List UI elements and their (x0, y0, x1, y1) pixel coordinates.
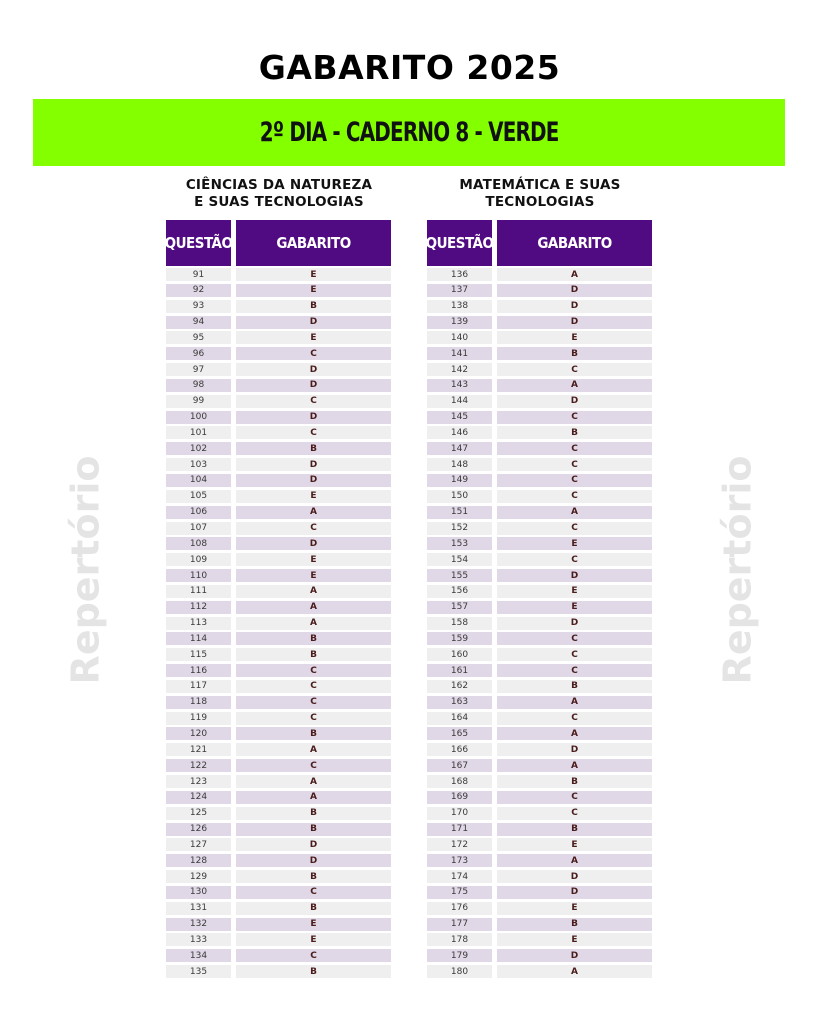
question-number: 137 (427, 284, 492, 297)
answer-letter: C (497, 411, 652, 424)
answer-letter: B (497, 426, 652, 439)
table-row (166, 490, 391, 503)
answer-letter: C (497, 474, 652, 487)
table-row (427, 648, 652, 661)
table-row (166, 553, 391, 566)
table-row (427, 632, 652, 645)
table-header (427, 220, 652, 266)
answer-letter: C (497, 458, 652, 471)
answer-table-natureza (166, 220, 391, 981)
answer-letter: C (497, 442, 652, 455)
answer-letter: B (236, 870, 391, 883)
question-number: 147 (427, 442, 492, 455)
table-row (166, 458, 391, 471)
table-row (166, 949, 391, 962)
question-number: 158 (427, 617, 492, 630)
answer-letter: A (497, 506, 652, 519)
question-number: 178 (427, 933, 492, 946)
section-title-line2: TECNOLOGIAS (485, 194, 595, 210)
table-row (166, 680, 391, 693)
section-title-line1: MATEMÁTICA E SUAS (459, 177, 621, 193)
table-row (166, 838, 391, 851)
answer-letter: D (236, 379, 391, 392)
table-row (427, 268, 652, 281)
answer-letter: D (236, 316, 391, 329)
table-row (427, 775, 652, 788)
table-row (427, 712, 652, 725)
answer-letter: B (497, 775, 652, 788)
table-row (427, 759, 652, 772)
question-number: 117 (166, 680, 231, 693)
question-number: 162 (427, 680, 492, 693)
question-number: 127 (166, 838, 231, 851)
day-banner (33, 99, 785, 166)
question-number: 150 (427, 490, 492, 503)
answer-letter: C (236, 347, 391, 360)
question-number: 129 (166, 870, 231, 883)
question-number: 103 (166, 458, 231, 471)
question-number: 165 (427, 727, 492, 740)
watermark-left: Repertório (63, 455, 108, 685)
question-number: 149 (427, 474, 492, 487)
table-row (166, 506, 391, 519)
table-row (427, 886, 652, 899)
question-number: 124 (166, 791, 231, 804)
table-row (166, 696, 391, 709)
table-row (427, 823, 652, 836)
section-title-matematica (427, 177, 653, 211)
table-row (427, 442, 652, 455)
question-number: 135 (166, 965, 231, 978)
table-row (427, 664, 652, 677)
question-number: 169 (427, 791, 492, 804)
question-number: 171 (427, 823, 492, 836)
section-title-line1: CIÊNCIAS DA NATUREZA (185, 177, 373, 193)
answer-letter: D (236, 458, 391, 471)
question-number: 112 (166, 601, 231, 614)
section-title-line2: E SUAS TECNOLOGIAS (194, 194, 364, 210)
table-row (166, 585, 391, 598)
question-number: 120 (166, 727, 231, 740)
answer-letter: D (497, 395, 652, 408)
table-row (166, 331, 391, 344)
question-number: 164 (427, 712, 492, 725)
question-number: 99 (166, 395, 231, 408)
table-row (166, 807, 391, 820)
question-number: 116 (166, 664, 231, 677)
answer-letter: E (497, 933, 652, 946)
answer-letter: B (236, 902, 391, 915)
question-number: 173 (427, 854, 492, 867)
table-row (427, 316, 652, 329)
table-row (427, 585, 652, 598)
table-row (427, 791, 652, 804)
answer-letter: C (236, 949, 391, 962)
table-row (166, 601, 391, 614)
table-row (427, 363, 652, 376)
answer-letter: C (497, 553, 652, 566)
answer-letter: A (497, 696, 652, 709)
table-row (427, 537, 652, 550)
table-row (166, 823, 391, 836)
table-row (427, 284, 652, 297)
table-row (166, 395, 391, 408)
answer-letter: D (497, 617, 652, 630)
answer-letter: E (236, 553, 391, 566)
question-number: 94 (166, 316, 231, 329)
page-title: GABARITO 2025 (258, 48, 561, 87)
answer-letter: E (497, 902, 652, 915)
answer-letter: A (497, 854, 652, 867)
question-number: 96 (166, 347, 231, 360)
table-row (166, 268, 391, 281)
answer-letter: A (497, 965, 652, 978)
answer-letter: C (497, 490, 652, 503)
table-row (166, 648, 391, 661)
table-row (427, 522, 652, 535)
table-row (427, 553, 652, 566)
answer-letter: C (497, 632, 652, 645)
question-number: 106 (166, 506, 231, 519)
table-row (166, 965, 391, 978)
question-number: 136 (427, 268, 492, 281)
table-body (166, 268, 391, 978)
table-row (166, 902, 391, 915)
question-number: 98 (166, 379, 231, 392)
question-number: 110 (166, 569, 231, 582)
table-row (427, 870, 652, 883)
question-number: 114 (166, 632, 231, 645)
table-row (166, 791, 391, 804)
answer-letter: A (236, 585, 391, 598)
table-row (166, 347, 391, 360)
answer-letter: C (236, 522, 391, 535)
question-number: 151 (427, 506, 492, 519)
answer-letter: E (236, 284, 391, 297)
answer-letter: D (236, 363, 391, 376)
question-number: 119 (166, 712, 231, 725)
answer-letter: D (497, 300, 652, 313)
answer-letter: E (236, 918, 391, 931)
table-row (166, 632, 391, 645)
table-row (166, 617, 391, 630)
answer-letter: D (497, 870, 652, 883)
answer-letter: B (236, 727, 391, 740)
table-row (166, 870, 391, 883)
answer-letter: C (236, 664, 391, 677)
answer-letter: C (497, 664, 652, 677)
table-row (166, 886, 391, 899)
watermark-right: Repertório (715, 455, 760, 685)
question-number: 126 (166, 823, 231, 836)
question-number: 142 (427, 363, 492, 376)
question-number: 168 (427, 775, 492, 788)
table-row (427, 569, 652, 582)
answer-letter: C (497, 522, 652, 535)
question-number: 143 (427, 379, 492, 392)
table-row (166, 743, 391, 756)
question-number: 125 (166, 807, 231, 820)
question-number: 166 (427, 743, 492, 756)
answer-letter: C (236, 886, 391, 899)
answer-letter: B (497, 823, 652, 836)
table-row (427, 474, 652, 487)
table-row (166, 918, 391, 931)
table-row (427, 379, 652, 392)
table-row (427, 300, 652, 313)
question-number: 159 (427, 632, 492, 645)
table-row (166, 426, 391, 439)
answer-letter: B (236, 442, 391, 455)
question-number: 121 (166, 743, 231, 756)
question-number: 111 (166, 585, 231, 598)
answer-letter: E (497, 601, 652, 614)
table-row (166, 474, 391, 487)
question-number: 105 (166, 490, 231, 503)
table-row (427, 743, 652, 756)
question-number: 104 (166, 474, 231, 487)
answer-letter: B (236, 632, 391, 645)
question-number: 160 (427, 648, 492, 661)
question-number: 148 (427, 458, 492, 471)
question-number: 128 (166, 854, 231, 867)
answer-letter: A (497, 727, 652, 740)
question-number: 115 (166, 648, 231, 661)
question-number: 91 (166, 268, 231, 281)
section-title-natureza (166, 177, 392, 211)
table-row (166, 300, 391, 313)
table-row (166, 316, 391, 329)
table-row (427, 902, 652, 915)
question-number: 156 (427, 585, 492, 598)
answer-letter: B (497, 918, 652, 931)
answer-letter: D (236, 537, 391, 550)
answer-letter: B (236, 648, 391, 661)
question-number: 146 (427, 426, 492, 439)
table-row (427, 965, 652, 978)
answer-letter: D (497, 743, 652, 756)
column-header-question: QUESTÃO (427, 220, 492, 266)
answer-letter: A (236, 743, 391, 756)
table-row (427, 854, 652, 867)
answer-letter: E (497, 537, 652, 550)
question-number: 180 (427, 965, 492, 978)
question-number: 172 (427, 838, 492, 851)
table-row (166, 854, 391, 867)
table-row (427, 933, 652, 946)
answer-letter: C (236, 395, 391, 408)
question-number: 155 (427, 569, 492, 582)
table-row (427, 617, 652, 630)
question-number: 123 (166, 775, 231, 788)
question-number: 100 (166, 411, 231, 424)
answer-letter: D (236, 474, 391, 487)
answer-letter: D (236, 838, 391, 851)
question-number: 145 (427, 411, 492, 424)
answer-letter: A (236, 617, 391, 630)
question-number: 175 (427, 886, 492, 899)
question-number: 138 (427, 300, 492, 313)
answer-letter: D (497, 569, 652, 582)
table-row (166, 775, 391, 788)
banner-label: 2º DIA - CADERNO 8 - VERDE (259, 117, 559, 148)
question-number: 161 (427, 664, 492, 677)
table-row (166, 933, 391, 946)
question-number: 95 (166, 331, 231, 344)
table-row (427, 490, 652, 503)
answer-letter: D (497, 284, 652, 297)
answer-letter: A (236, 506, 391, 519)
table-row (427, 680, 652, 693)
table-body (427, 268, 652, 978)
table-row (166, 537, 391, 550)
table-row (166, 379, 391, 392)
answer-letter: A (497, 379, 652, 392)
table-row (166, 712, 391, 725)
question-number: 154 (427, 553, 492, 566)
question-number: 152 (427, 522, 492, 535)
answer-letter: D (236, 411, 391, 424)
answer-letter: C (497, 648, 652, 661)
answer-letter: C (497, 791, 652, 804)
answer-letter: B (236, 965, 391, 978)
table-row (427, 807, 652, 820)
table-row (427, 949, 652, 962)
question-number: 109 (166, 553, 231, 566)
column-header-answer: GABARITO (497, 220, 652, 266)
answer-table-matematica (427, 220, 652, 981)
question-number: 101 (166, 426, 231, 439)
question-number: 130 (166, 886, 231, 899)
question-number: 167 (427, 759, 492, 772)
question-number: 118 (166, 696, 231, 709)
answer-letter: D (497, 949, 652, 962)
table-row (427, 506, 652, 519)
question-number: 122 (166, 759, 231, 772)
answer-letter: C (236, 759, 391, 772)
answer-letter: E (236, 268, 391, 281)
table-row (427, 601, 652, 614)
question-number: 157 (427, 601, 492, 614)
question-number: 107 (166, 522, 231, 535)
answer-letter: E (236, 490, 391, 503)
question-number: 92 (166, 284, 231, 297)
answer-letter: A (497, 759, 652, 772)
answer-letter: D (236, 854, 391, 867)
question-number: 141 (427, 347, 492, 360)
table-row (427, 395, 652, 408)
question-number: 139 (427, 316, 492, 329)
answer-letter: E (236, 933, 391, 946)
answer-letter: B (497, 680, 652, 693)
answer-letter: A (236, 601, 391, 614)
answer-letter: C (497, 712, 652, 725)
answer-letter: B (236, 807, 391, 820)
question-number: 179 (427, 949, 492, 962)
answer-letter: E (497, 838, 652, 851)
answer-letter: A (236, 775, 391, 788)
answer-letter: A (497, 268, 652, 281)
question-number: 133 (166, 933, 231, 946)
answer-letter: C (497, 363, 652, 376)
table-row (427, 347, 652, 360)
table-row (166, 727, 391, 740)
answer-letter: C (236, 426, 391, 439)
question-number: 153 (427, 537, 492, 550)
table-row (166, 442, 391, 455)
question-number: 102 (166, 442, 231, 455)
table-row (427, 727, 652, 740)
answer-letter: E (497, 331, 652, 344)
answer-letter: B (236, 823, 391, 836)
question-number: 134 (166, 949, 231, 962)
question-number: 174 (427, 870, 492, 883)
question-number: 131 (166, 902, 231, 915)
table-row (427, 838, 652, 851)
answer-letter: C (497, 807, 652, 820)
question-number: 113 (166, 617, 231, 630)
table-row (427, 426, 652, 439)
table-row (427, 458, 652, 471)
answer-letter: E (497, 585, 652, 598)
table-row (427, 331, 652, 344)
table-row (427, 411, 652, 424)
answer-letter: E (236, 331, 391, 344)
question-number: 176 (427, 902, 492, 915)
table-row (166, 664, 391, 677)
table-row (427, 696, 652, 709)
answer-letter: D (497, 886, 652, 899)
answer-letter: C (236, 696, 391, 709)
question-number: 170 (427, 807, 492, 820)
table-row (166, 363, 391, 376)
question-number: 140 (427, 331, 492, 344)
answer-letter: B (497, 347, 652, 360)
answer-letter: C (236, 712, 391, 725)
answer-letter: A (236, 791, 391, 804)
answer-letter: E (236, 569, 391, 582)
question-number: 97 (166, 363, 231, 376)
question-number: 93 (166, 300, 231, 313)
table-row (166, 411, 391, 424)
table-row (166, 284, 391, 297)
question-number: 144 (427, 395, 492, 408)
table-row (166, 522, 391, 535)
column-header-answer: GABARITO (236, 220, 391, 266)
table-header (166, 220, 391, 266)
answer-letter: D (497, 316, 652, 329)
answer-letter: C (236, 680, 391, 693)
column-header-question: QUESTÃO (166, 220, 231, 266)
question-number: 132 (166, 918, 231, 931)
table-row (166, 759, 391, 772)
answer-letter: B (236, 300, 391, 313)
table-row (427, 918, 652, 931)
question-number: 163 (427, 696, 492, 709)
table-row (166, 569, 391, 582)
question-number: 177 (427, 918, 492, 931)
question-number: 108 (166, 537, 231, 550)
